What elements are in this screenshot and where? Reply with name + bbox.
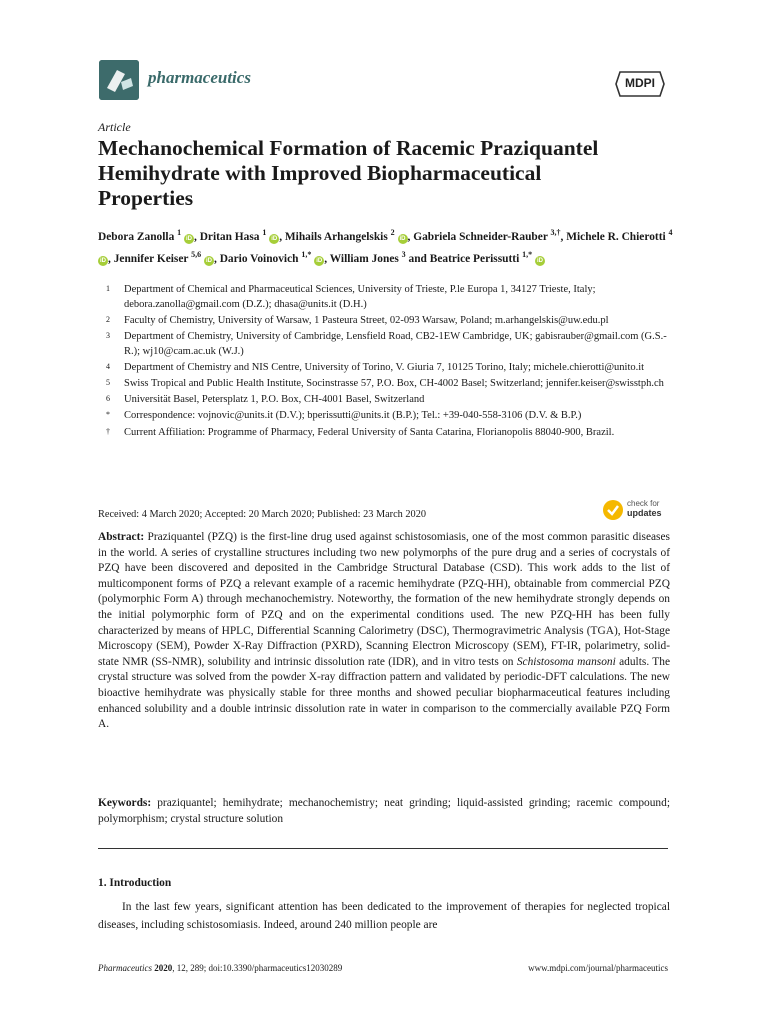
author-name[interactable]: Debora Zanolla — [98, 230, 175, 243]
author-affiliation-mark: 2 — [390, 228, 395, 237]
author-affiliation-mark: 1 — [262, 228, 267, 237]
affiliation-item — [98, 377, 678, 392]
mdpi-logo-text: MDPI — [625, 76, 655, 90]
author-separator: , — [108, 252, 114, 265]
author-affiliation-mark: 5,6 — [191, 249, 202, 259]
author-separator: , — [213, 252, 220, 265]
keywords-text: praziquantel; hemihydrate; mechanochemistry; neat grinding; liquid-assisted grinding; racemic compound; polymorphism; crystal structure solution — [98, 797, 670, 825]
author-affiliation-mark: 1 — [177, 228, 182, 237]
author-separator: , — [560, 230, 567, 243]
affiliation-item — [98, 314, 678, 329]
affiliation-text: Universität Basel, Petersplatz 1, P.O. Box, CH-4001 Basel, Switzerland — [124, 394, 425, 406]
affiliation-mark: 1 — [106, 284, 110, 293]
publication-dates: Received: 4 March 2020; Accepted: 20 March 2020; Published: 23 March 2020 — [98, 509, 426, 520]
footer-citation-rest: , 12, 289; doi:10.3390/pharmaceutics12030289 — [172, 963, 343, 973]
abstract-italic: Schistosoma mansoni — [516, 655, 616, 668]
article-title: Mechanochemical Formation of Racemic Praziquantel Hemihydrate with Improved Biopharmaceutical Properties — [98, 136, 599, 210]
footer-citation — [98, 963, 342, 973]
author-affiliation-mark: 3 — [401, 249, 406, 259]
introduction-text: In the last few years, significant attention has been dedicated to the improvement of therapies for neglected tropical diseases, including schistosomiasis. Indeed, around 240 million people are — [98, 901, 670, 931]
introduction-heading: 1. Introduction — [98, 877, 172, 889]
footer-url[interactable]: www.mdpi.com/journal/pharmaceutics — [528, 963, 668, 973]
author-list — [98, 224, 678, 268]
author-separator: , — [279, 230, 285, 243]
author-affiliation-mark: 4 — [668, 228, 673, 237]
check-updates-line1: check for — [627, 499, 660, 508]
affiliation-mark: † — [106, 426, 110, 436]
affiliation-item — [98, 409, 678, 424]
orcid-icon[interactable]: iD — [399, 235, 406, 242]
affiliation-text: Faculty of Chemistry, University of Warsaw, 1 Pasteura Street, 02-093 Warsaw, Poland; m.arhangelskis@uw.edu.pl — [124, 314, 609, 326]
affiliation-text: Department of Chemical and Pharmaceutical Sciences, University of Trieste, P.le Europa 1, 34127 Trieste, Italy; debora.zanolla@gmail.com (D.Z.); dhasa@units.it (D.H.) — [124, 284, 596, 310]
orcid-icon[interactable]: iD — [100, 257, 106, 264]
keywords-label: Keywords: — [98, 797, 152, 809]
abstract — [98, 530, 670, 733]
author-affiliation-mark: 1,* — [522, 249, 533, 259]
affiliation-list — [98, 283, 678, 442]
affiliation-mark: 5 — [106, 377, 110, 387]
affiliation-item — [98, 393, 678, 408]
affiliation-text: Department of Chemistry and NIS Centre, University of Torino, V. Giuria 7, 10125 Torino, Italy; michele.chierotti@unito.it — [124, 361, 645, 373]
author-name[interactable]: Dario Voinovich — [219, 252, 299, 265]
author-name[interactable]: Mihails Arhangelskis — [284, 230, 388, 243]
affiliation-text: Current Affiliation: Programme of Pharmacy, Federal University of Santa Catarina, Florianopolis 88040-900, Brazil. — [124, 426, 615, 438]
affiliation-mark: 4 — [106, 361, 110, 371]
check-updates-line2: updates — [627, 508, 662, 518]
author-name[interactable]: Dritan Hasa — [199, 230, 260, 243]
affiliation-text: Department of Chemistry, University of Cambridge, Lensfield Road, CB2-1EW Cambridge, UK; gabisrauber@gmail.com (G.S.-R.); wj10@cam.ac.uk (W.J.) — [124, 330, 667, 357]
journal-name: pharmaceutics — [148, 68, 251, 87]
affiliation-mark: 3 — [106, 330, 110, 340]
author-separator: and — [405, 252, 430, 265]
keywords — [98, 796, 670, 827]
journal-logo-icon — [99, 60, 139, 100]
author-affiliation-mark: 3,† — [550, 228, 561, 237]
orcid-icon[interactable]: iD — [271, 235, 278, 242]
affiliation-item — [98, 361, 678, 376]
section-divider — [98, 848, 668, 849]
footer-year: 2020 — [154, 963, 173, 973]
orcid-icon[interactable]: iD — [316, 257, 323, 264]
author-name[interactable]: Michele R. Chierotti — [566, 230, 666, 243]
abstract-text-1: Praziquantel (PZQ) is the first-line drug used against schistosomiasis, one of the most common parasitic diseases in the world. A series of crystalline structures including two new polymorphs of the pure drug and a series of cocrystals of PZQ have been discovered and deposited in the Cambridge Structural Database (CSD). This work adds to the list of multicomponent forms of PZQ a relevant example of a racemic hemihydrate (PZQ-HH), obtainable from commercial PZQ (polymorphic Form A) through mechanochemistry. Noteworthy, the formation of the new hemihydrate strongly depends on the initial polymorphic form of PZQ and on the experimental conditions used. The new PZQ-HH has been fully characterized by means of HPLC, Differential Scanning Calorimetry (DSC), Thermogravimetric Analysis (TGA), Hot-Stage Microscopy (SEM), Powder X-Ray Diffraction (PXRD), Scanning Electron Microscopy (SEM), FT-IR, polarimetry, solid-state NMR (SS-NMR), solubility and intrinsic dissolution rate (IDR), and in vitro tests on — [98, 531, 670, 668]
article-type: Article — [98, 120, 131, 134]
orcid-icon[interactable]: iD — [185, 235, 192, 242]
affiliation-item — [98, 330, 678, 359]
author-name[interactable]: Gabriela Schneider-Rauber — [413, 230, 548, 243]
author-name[interactable]: Beatrice Perissutti — [429, 252, 520, 265]
author-separator: , — [407, 230, 414, 243]
author-name[interactable]: Jennifer Keiser — [113, 252, 189, 265]
affiliation-item — [98, 426, 678, 441]
abstract-text-2: adults. The crystal structure was solved from the powder X-ray diffraction pattern and validated by periodic-DFT calculations. The new bioactive hemihydrate was physically stable for three months and showed peculiar biopharmaceutical features including enhanced solubility and a double intrinsic dissolution rate in water in comparison to the commercially available PZQ Form A. — [98, 655, 671, 731]
abstract-label: Abstract: — [98, 531, 145, 543]
mdpi-logo — [614, 70, 666, 98]
affiliation-item — [98, 283, 678, 312]
author-name[interactable]: William Jones — [329, 252, 399, 265]
check-for-updates-button[interactable] — [602, 498, 672, 522]
affiliation-text: Correspondence: vojnovic@units.it (D.V.); bperissutti@units.it (B.P.); Tel.: +39-040-558-3106 (D.V. & B.P.) — [124, 410, 582, 422]
affiliation-text: Swiss Tropical and Public Health Institute, Socinstrasse 57, P.O. Box, CH-4002 Basel; Switzerland; jennifer.keiser@swisstph.ch — [124, 377, 664, 389]
author-separator: , — [193, 230, 200, 243]
author-separator: , — [324, 252, 330, 265]
check-updates-icon — [602, 499, 624, 521]
author-affiliation-mark: 1,* — [301, 249, 312, 259]
affiliation-mark: 6 — [106, 394, 110, 404]
footer-journal: Pharmaceutics — [98, 963, 152, 973]
orcid-icon[interactable]: iD — [205, 257, 212, 264]
affiliation-mark: * — [106, 410, 110, 420]
affiliation-mark: 2 — [106, 314, 110, 324]
orcid-icon[interactable]: iD — [536, 257, 543, 264]
